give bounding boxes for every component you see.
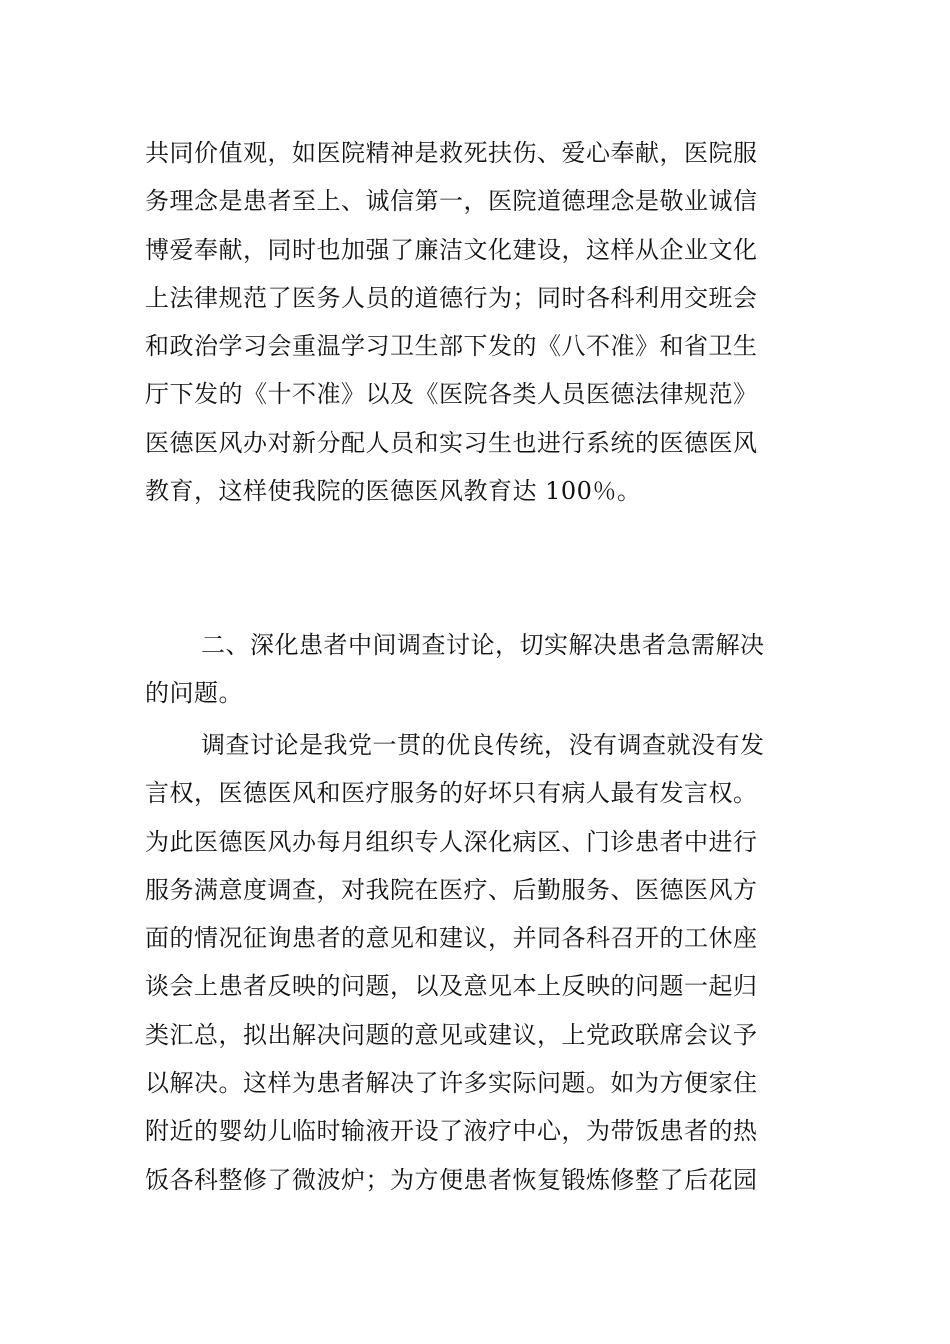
paragraph-line: 博爱奉献，同时也加强了廉洁文化建设，这样从企业文化 — [145, 235, 758, 264]
paragraph-line: 以解决。这样为患者解决了许多实际问题。如为方便家住 — [145, 1069, 758, 1098]
paragraph-line: 厅下发的《十不准》以及《医院各类人员医德法律规范》 — [145, 380, 758, 409]
paragraph-line: 为此医德医风办每月组织专人深化病区、门诊患者中进行 — [145, 827, 758, 856]
paragraph-line: 医德医风办对新分配人员和实习生也进行系统的医德医风 — [145, 428, 758, 457]
heading-line: 的问题。 — [145, 679, 243, 708]
continuation-paragraph — [145, 129, 810, 515]
paragraph-line: 调查讨论是我党一贯的优良传统，没有调查就没有发 — [201, 731, 765, 759]
paragraph-line: 共同价值观，如医院精神是救死扶伤、爱心奉献，医院服 — [145, 139, 758, 167]
section-heading — [145, 621, 810, 718]
paragraph-line: 饭各科整修了微波炉；为方便患者恢复锻炼修整了后花园 — [145, 1165, 758, 1194]
paragraph-line: 面的情况征询患者的意见和建议，并同各科召开的工休座 — [145, 924, 758, 953]
paragraph-line: 上法律规范了医务人员的道德行为；同时各科利用交班会 — [145, 283, 758, 312]
paragraph-line: 服务满意度调查，对我院在医疗、后勤服务、医德医风方 — [145, 875, 758, 904]
paragraph-line: 谈会上患者反映的问题，以及意见本上反映的问题一起归 — [145, 972, 758, 1001]
paragraph-line: 务理念是患者至上、诚信第一，医院道德理念是敬业诚信 — [145, 187, 758, 216]
body-paragraph — [145, 721, 810, 1204]
paragraph-line: 附近的婴幼儿临时输液开设了液疗中心，为带饭患者的热 — [145, 1117, 758, 1146]
paragraph-line: 类汇总，拟出解决问题的意见或建议，上党政联席会议予 — [145, 1020, 758, 1049]
paragraph-line: 言权，医德医风和医疗服务的好坏只有病人最有发言权。 — [145, 779, 758, 808]
paragraph-line: 和政治学习会重温学习卫生部下发的《八不准》和省卫生 — [145, 332, 758, 361]
paragraph-line: 教育，这样使我院的医德医风教育达 100％。 — [145, 477, 642, 506]
heading-line: 二、深化患者中间调查讨论，切实解决患者急需解决 — [201, 631, 765, 659]
